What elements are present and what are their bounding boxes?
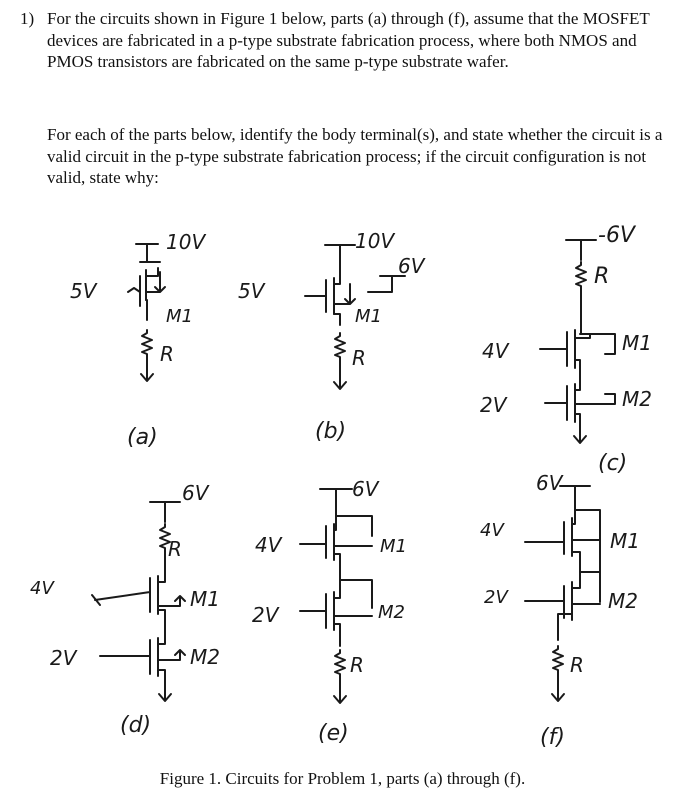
f-gate1: 4V xyxy=(480,520,504,541)
d-resistor: R xyxy=(168,537,182,561)
b-resistor: R xyxy=(352,346,366,370)
d-device1: M1 xyxy=(190,587,220,611)
circuit-b-labels xyxy=(238,229,426,444)
b-device: M1 xyxy=(355,306,382,327)
e-device2: M2 xyxy=(378,602,405,623)
b-label: (b) xyxy=(315,419,347,444)
e-gate1: 4V xyxy=(255,533,282,557)
d-label: (d) xyxy=(120,713,152,738)
problem-intro: For the circuits shown in Figure 1 below, parts (a) through (f), assume that the MOSFET devices are fabricated in a p-type substrate fabrication process, where both NMOS and PMOS transistors are fabricated on the same p-type substrate wafer. xyxy=(47,9,650,71)
circuit-f xyxy=(525,486,600,701)
circuit-d-labels xyxy=(30,481,220,738)
c-device2: M2 xyxy=(622,387,652,411)
a-label: (a) xyxy=(127,425,158,450)
b-body: 6V xyxy=(398,254,425,278)
f-device2: M2 xyxy=(608,589,638,613)
f-device1: M1 xyxy=(610,529,640,553)
figure-caption: Figure 1. Circuits for Problem 1, parts (a) through (f). xyxy=(159,769,526,788)
c-device1: M1 xyxy=(622,331,652,355)
a-resistor: R xyxy=(160,342,174,366)
e-gate2: 2V xyxy=(252,603,279,627)
f-resistor: R xyxy=(570,653,584,677)
problem-instructions: For each of the parts below, identify the body terminal(s), and state whether the circuit is a valid circuit in the p-type substrate fabrication process; if the circuit configuration is not valid, state why: xyxy=(47,125,663,187)
a-device: M1 xyxy=(166,306,193,327)
d-supply: 6V xyxy=(182,481,209,505)
a-gate: 5V xyxy=(70,279,97,303)
c-supply: -6V xyxy=(598,223,635,248)
c-gate1: 4V xyxy=(482,339,509,363)
d-gate1: 4V xyxy=(30,578,54,599)
f-gate2: 2V xyxy=(484,587,508,608)
c-gate2: 2V xyxy=(480,393,507,417)
e-supply: 6V xyxy=(352,477,379,501)
d-device2: M2 xyxy=(190,645,220,669)
circuit-f-labels xyxy=(480,471,640,750)
e-resistor: R xyxy=(350,653,364,677)
e-label: (e) xyxy=(318,721,349,746)
b-gate: 5V xyxy=(238,279,265,303)
circuit-d xyxy=(92,502,185,701)
c-resistor: R xyxy=(594,264,610,289)
f-supply: 6V xyxy=(536,471,563,495)
circuit-e-labels xyxy=(252,477,407,746)
d-gate2: 2V xyxy=(50,646,77,670)
circuit-a-labels xyxy=(70,230,206,450)
b-supply: 10V xyxy=(355,229,395,253)
a-supply: 10V xyxy=(166,230,206,254)
problem-number: 1) xyxy=(20,9,35,28)
f-label: (f) xyxy=(540,725,565,750)
c-label: (c) xyxy=(598,451,628,476)
e-device1: M1 xyxy=(380,536,407,557)
